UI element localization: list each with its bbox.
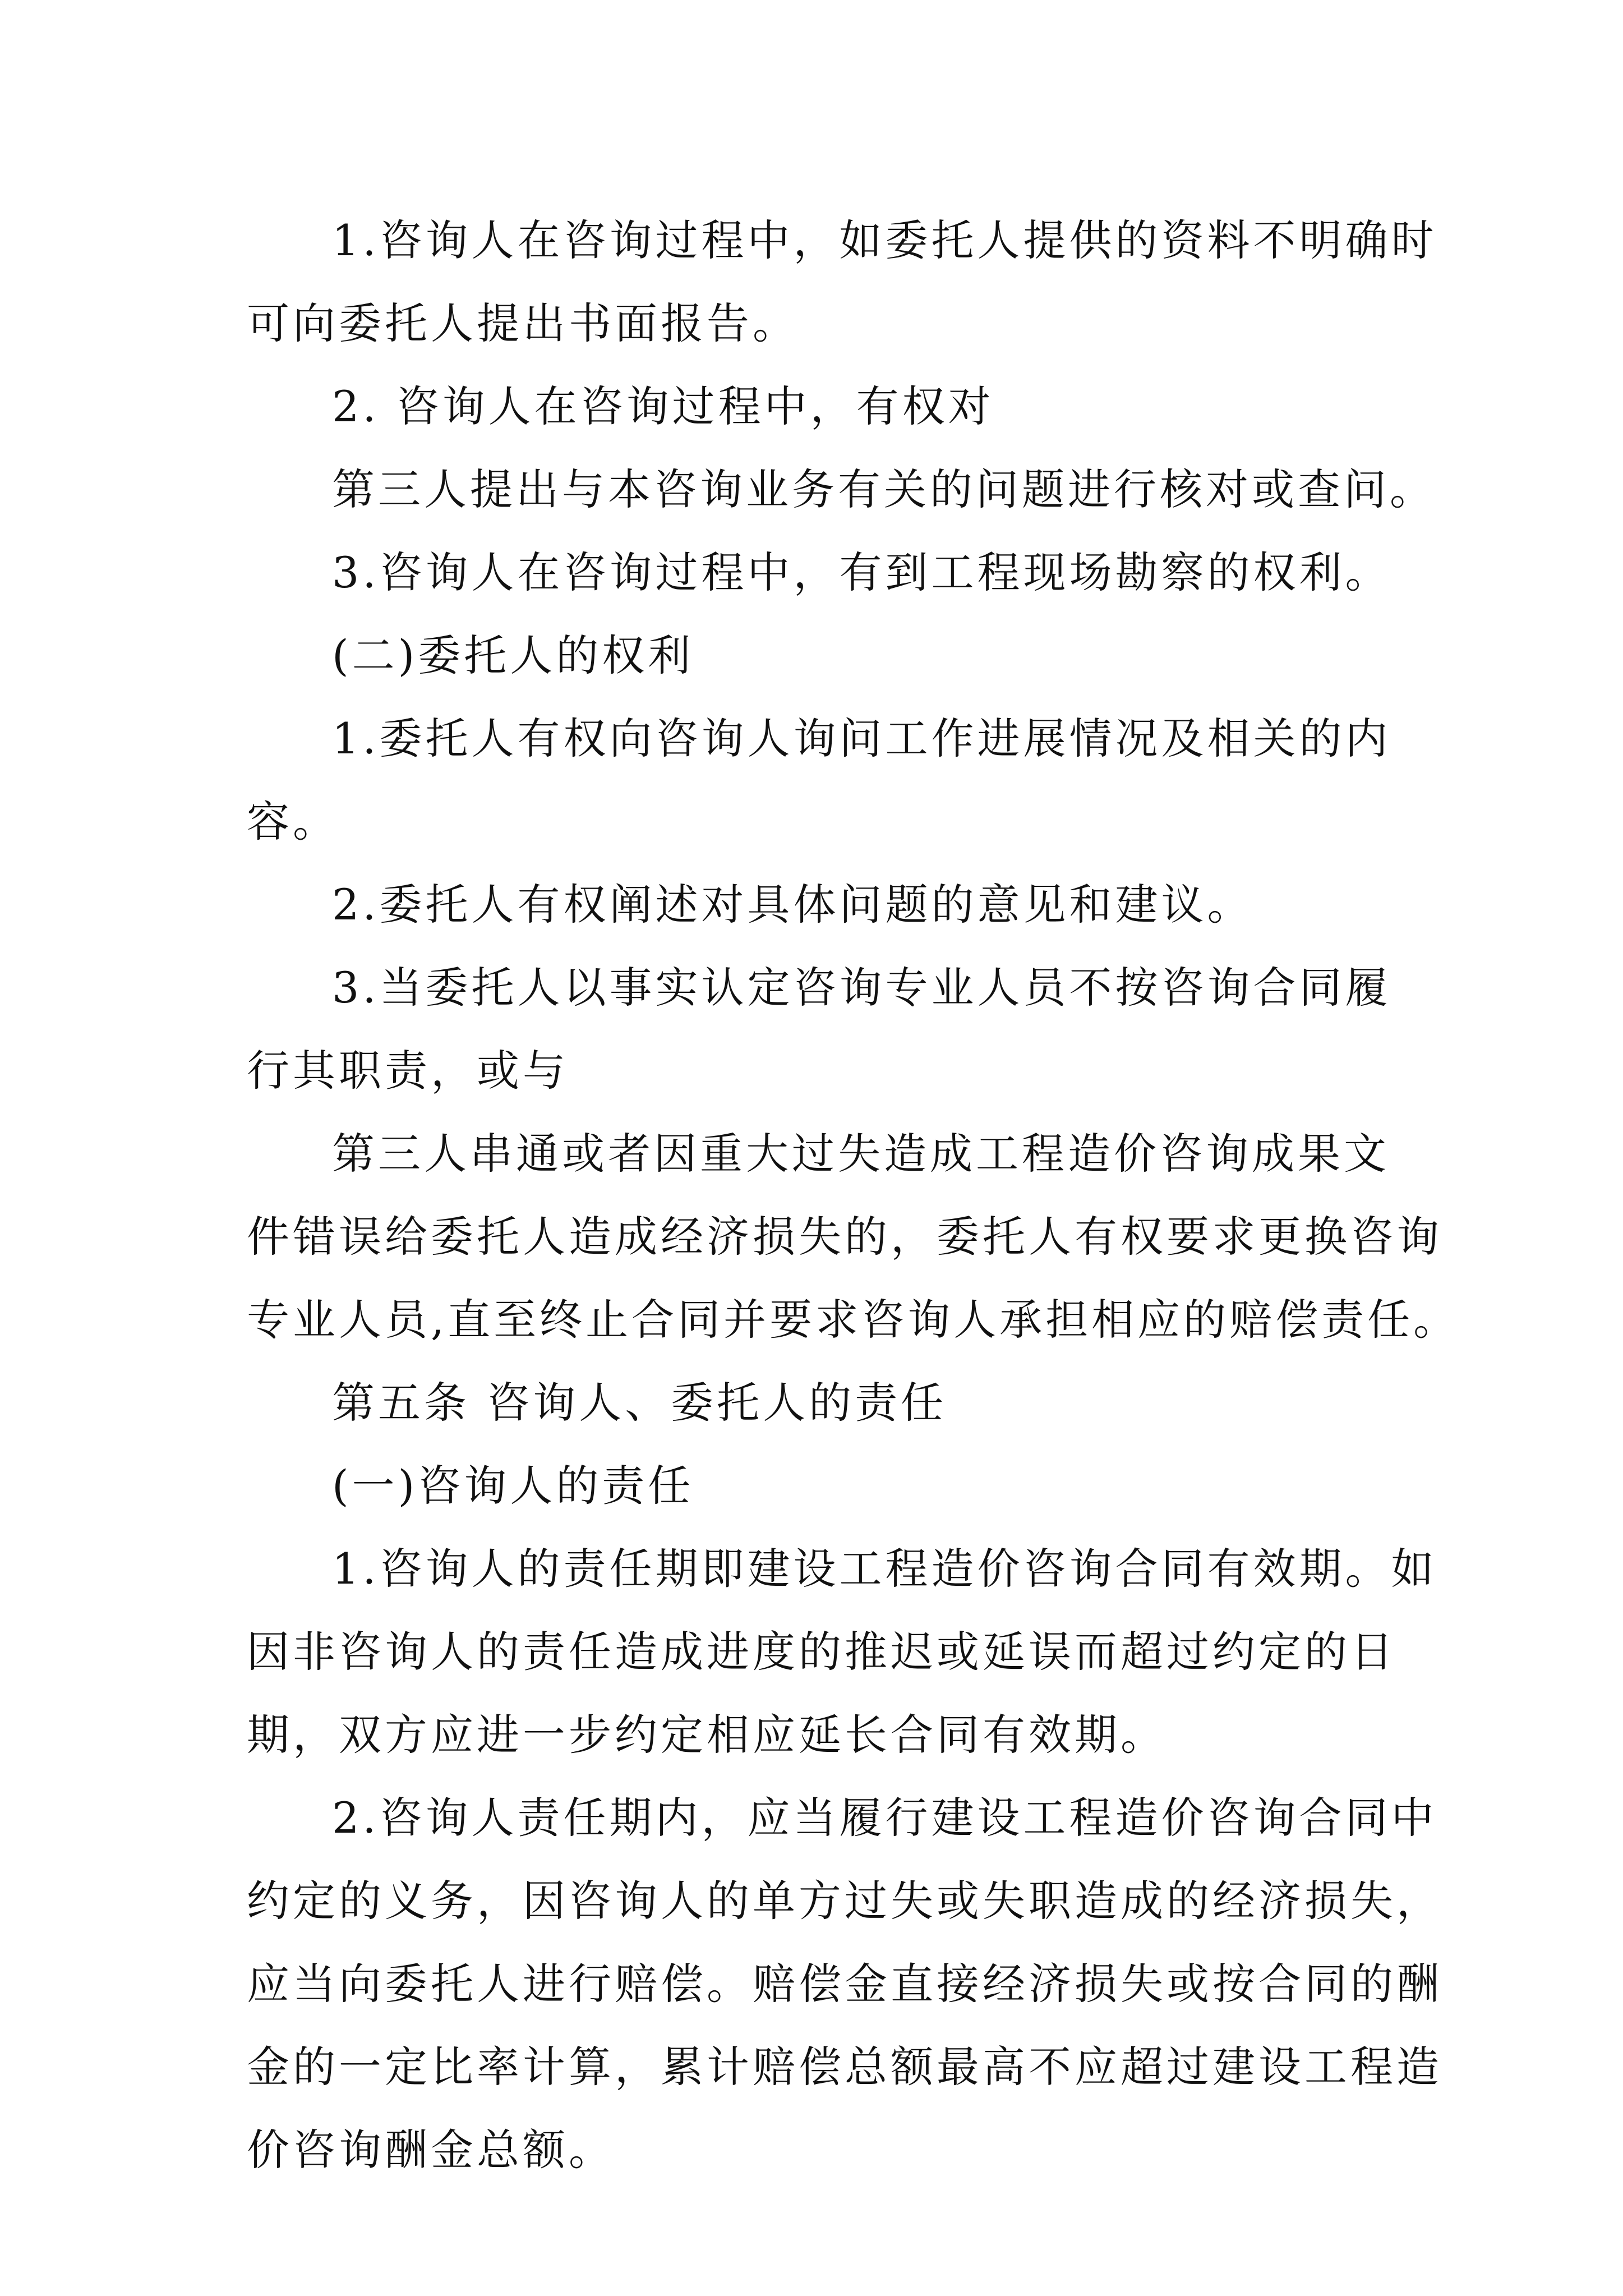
text-line-18: 因非咨询人的责任造成进度的推迟或延误而超过约定的日 [247,1627,1396,1677]
text-line-23: 金的一定比率计算，累计赔偿总额最高不应超过建设工程造 [247,2042,1442,2092]
text-line-7: 1.委托人有权向咨询人询问工作进展情况及相关的内 [332,714,1391,763]
text-line-19: 期，双方应进一步约定相应延长合同有效期。 [247,1710,1166,1760]
text-line-1: 1.咨询人在咨询过程中，如委托人提供的资料不明确时 [332,215,1437,265]
text-line-22: 应当向委托人进行赔偿。赔偿金直接经济损失或按合同的酬 [247,1959,1442,2009]
section-heading-consultant-responsibility: (一)咨询人的责任 [332,1461,694,1511]
text-line-2: 可向委托人提出书面报告。 [247,298,799,348]
text-line-11: 行其职责，或与 [247,1046,569,1096]
text-line-21: 约定的义务，因咨询人的单方过失或失职造成的经济损失， [247,1876,1442,1926]
text-line-17: 1.咨询人的责任期即建设工程造价咨询合同有效期。如 [332,1544,1437,1594]
text-line-4: 第三人提出与本咨询业务有关的问题进行核对或查问。 [332,464,1436,514]
text-line-10: 3.当委托人以事实认定咨询专业人员不按咨询合同履 [332,963,1391,1013]
text-line-14: 专业人员,直至终止合同并要求咨询人承担相应的赔偿责任。 [247,1295,1460,1345]
document-body [247,199,1460,2192]
text-line-5: 3.咨询人在咨询过程中，有到工程现场勘察的权利。 [332,547,1391,597]
text-line-13: 件错误给委托人造成经济损失的，委托人有权要求更换咨询 [247,1212,1442,1262]
text-line-3: 2. 咨询人在咨询过程中，有权对 [332,381,994,431]
text-line-20: 2.咨询人责任期内，应当履行建设工程造价咨询合同中 [332,1793,1437,1843]
text-line-24: 价咨询酬金总额。 [247,2125,615,2175]
section-heading-client-rights: (二)委托人的权利 [332,631,694,680]
text-line-12: 第三人串通或者因重大过失造成工程造价咨询成果文 [332,1129,1390,1179]
text-line-9: 2.委托人有权阐述对具体问题的意见和建议。 [332,880,1253,930]
article-heading-article-5: 第五条 咨询人、委托人的责任 [332,1378,947,1428]
text-line-8: 容。 [247,797,339,846]
